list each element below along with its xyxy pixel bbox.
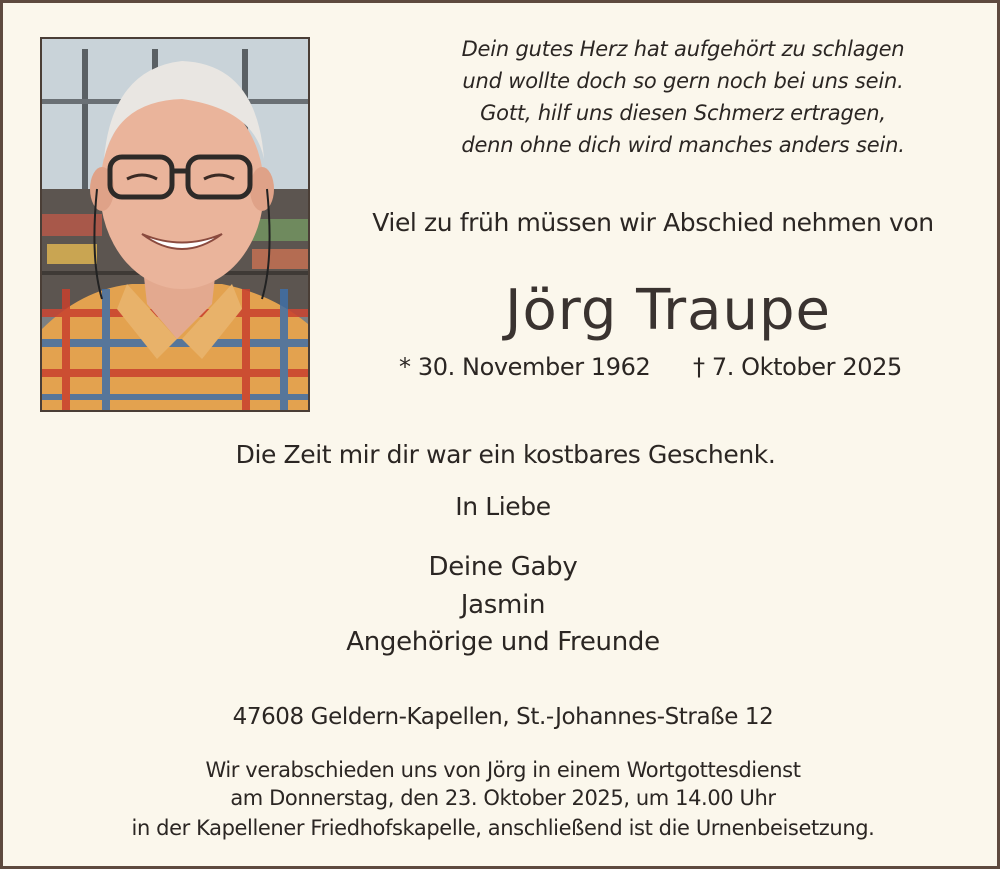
intro-text: Viel zu früh müssen wir Abschied nehmen von — [372, 208, 934, 237]
birth-date: * 30. November 1962 — [399, 353, 651, 381]
poem-line: denn ohne dich wird manches anders sein. — [461, 133, 905, 157]
address-text: 47608 Geldern-Kapellen, St.-Johannes-Straße 12 — [232, 704, 774, 730]
closing-text: In Liebe — [455, 492, 551, 521]
poem-line: und wollte doch so gern noch bei uns sein. — [462, 69, 904, 93]
signature-line: Deine Gaby — [428, 552, 578, 582]
poem-line: Dein gutes Herz hat aufgehört zu schlagen — [461, 37, 905, 61]
signature-line: Angehörige und Freunde — [346, 627, 660, 657]
poem — [383, 33, 983, 161]
service-line: Wir verabschieden uns von Jörg in einem Wortgottesdienst — [205, 758, 801, 782]
death-date: † 7. Oktober 2025 — [693, 353, 902, 381]
deceased-name: Jörg Traupe — [505, 278, 831, 343]
quote-text: Die Zeit mir dir war ein kostbares Geschenk. — [235, 440, 776, 469]
service-line: am Donnerstag, den 23. Oktober 2025, um 14.00 Uhr — [230, 786, 776, 810]
poem-line: Gott, hilf uns diesen Schmerz ertragen, — [480, 101, 886, 125]
service-line: in der Kapellener Friedhofskapelle, anschließend ist die Urnenbeisetzung. — [131, 816, 875, 840]
portrait-photo — [40, 37, 310, 412]
signature-line: Jasmin — [460, 590, 546, 620]
